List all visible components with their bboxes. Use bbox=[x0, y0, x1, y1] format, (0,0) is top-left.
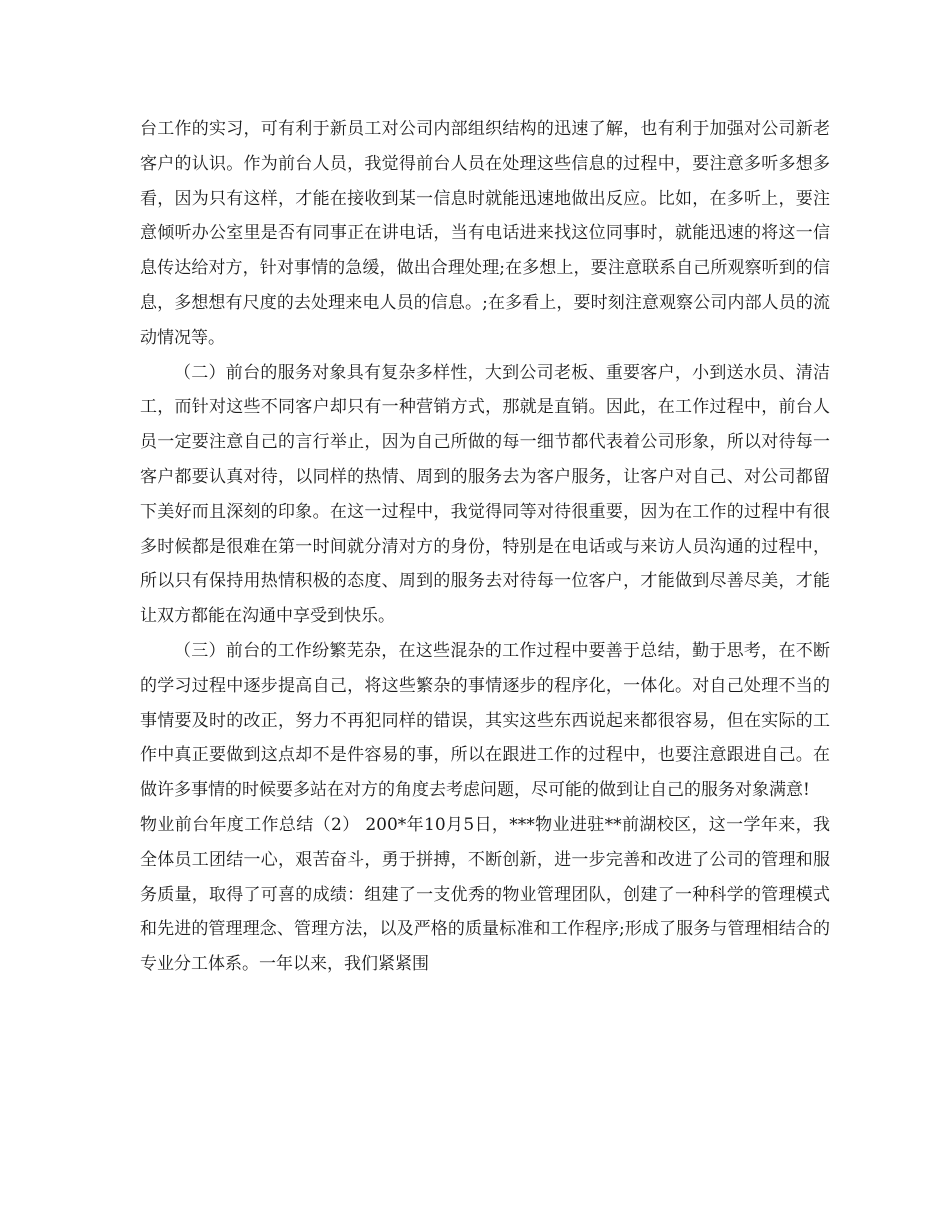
paragraph-annual-summary bbox=[140, 808, 830, 982]
paragraph-section-2: （二）前台的服务对象具有复杂多样性，大到公司老板、重要客户，小到送水员、清洁工，而针对这些不同客户却只有一种营销方式，那就是直销。因此，在工作过程中，前台人员一定要注意自己的言行举止，因为自己所做的每一细节都代表着公司形象，所以对待每一客户都要认真对待，以同样的热情、周到的服务去为客户服务，让客户对自己、对公司都留下美好而且深刻的印象。在这一过程中，我觉得同等对待很重要，因为在工作的过程中有很多时候都是很难在第一时间就分清对方的身份，特别是在电话或与来访人员沟通的过程中，所以只有保持用热情积极的态度、周到的服务去对待每一位客户，才能做到尽善尽美，才能让双方都能在沟通中享受到快乐。 bbox=[140, 362, 830, 627]
paragraph-section-3: （三）前台的工作纷繁芜杂，在这些混杂的工作过程中要善于总结，勤于思考，在不断的学习过程中逐步提高自己，将这些繁杂的事情逐步的程序化，一体化。对自己处理不当的事情要及时的改正，努力不再犯同样的错误，其实这些东西说起来都很容易，但在实际的工作中真正要做到这点却不是件容易的事，所以在跟进工作的过程中，也要注意跟进自己。在做许多事情的时候要多站在对方的角度去考虑问题，尽可能的做到让自己的服务对象满意! bbox=[140, 640, 830, 801]
document-page bbox=[140, 112, 830, 982]
section-title: 物业前台年度工作总结（2） bbox=[140, 814, 360, 835]
paragraph-intro: 台工作的实习，可有利于新员工对公司内部组织结构的迅速了解，也有利于加强对公司新老客户的认识。作为前台人员，我觉得前台人员在处理这些信息的过程中，要注意多听多想多看，因为只有这样，才能在接收到某一信息时就能迅速地做出反应。比如，在多听上，要注意倾听办公室里是否有同事正在讲电话，当有电话进来找这位同事时，就能迅速的将这一信息传达给对方，针对事情的急缓，做出合理处理;在多想上，要注意联系自己所观察听到的信息，多想想有尺度的去处理来电人员的信息。;在多看上，要时刻注意观察公司内部人员的流动情况等。 bbox=[140, 119, 830, 348]
section-body: 200*年10月5日，***物业进驻**前湖校区，这一学年来，我全体员工团结一心，艰苦奋斗，勇于拼搏，不断创新，进一步完善和改进了公司的管理和服务质量，取得了可喜的成绩：组建了一支优秀的物业管理团队，创建了一种科学的管理模式和先进的管理理念、管理方法，以及严格的质量标准和工作程序;形成了服务与管理相结合的专业分工体系。一年以来，我们紧紧围 bbox=[140, 814, 830, 975]
